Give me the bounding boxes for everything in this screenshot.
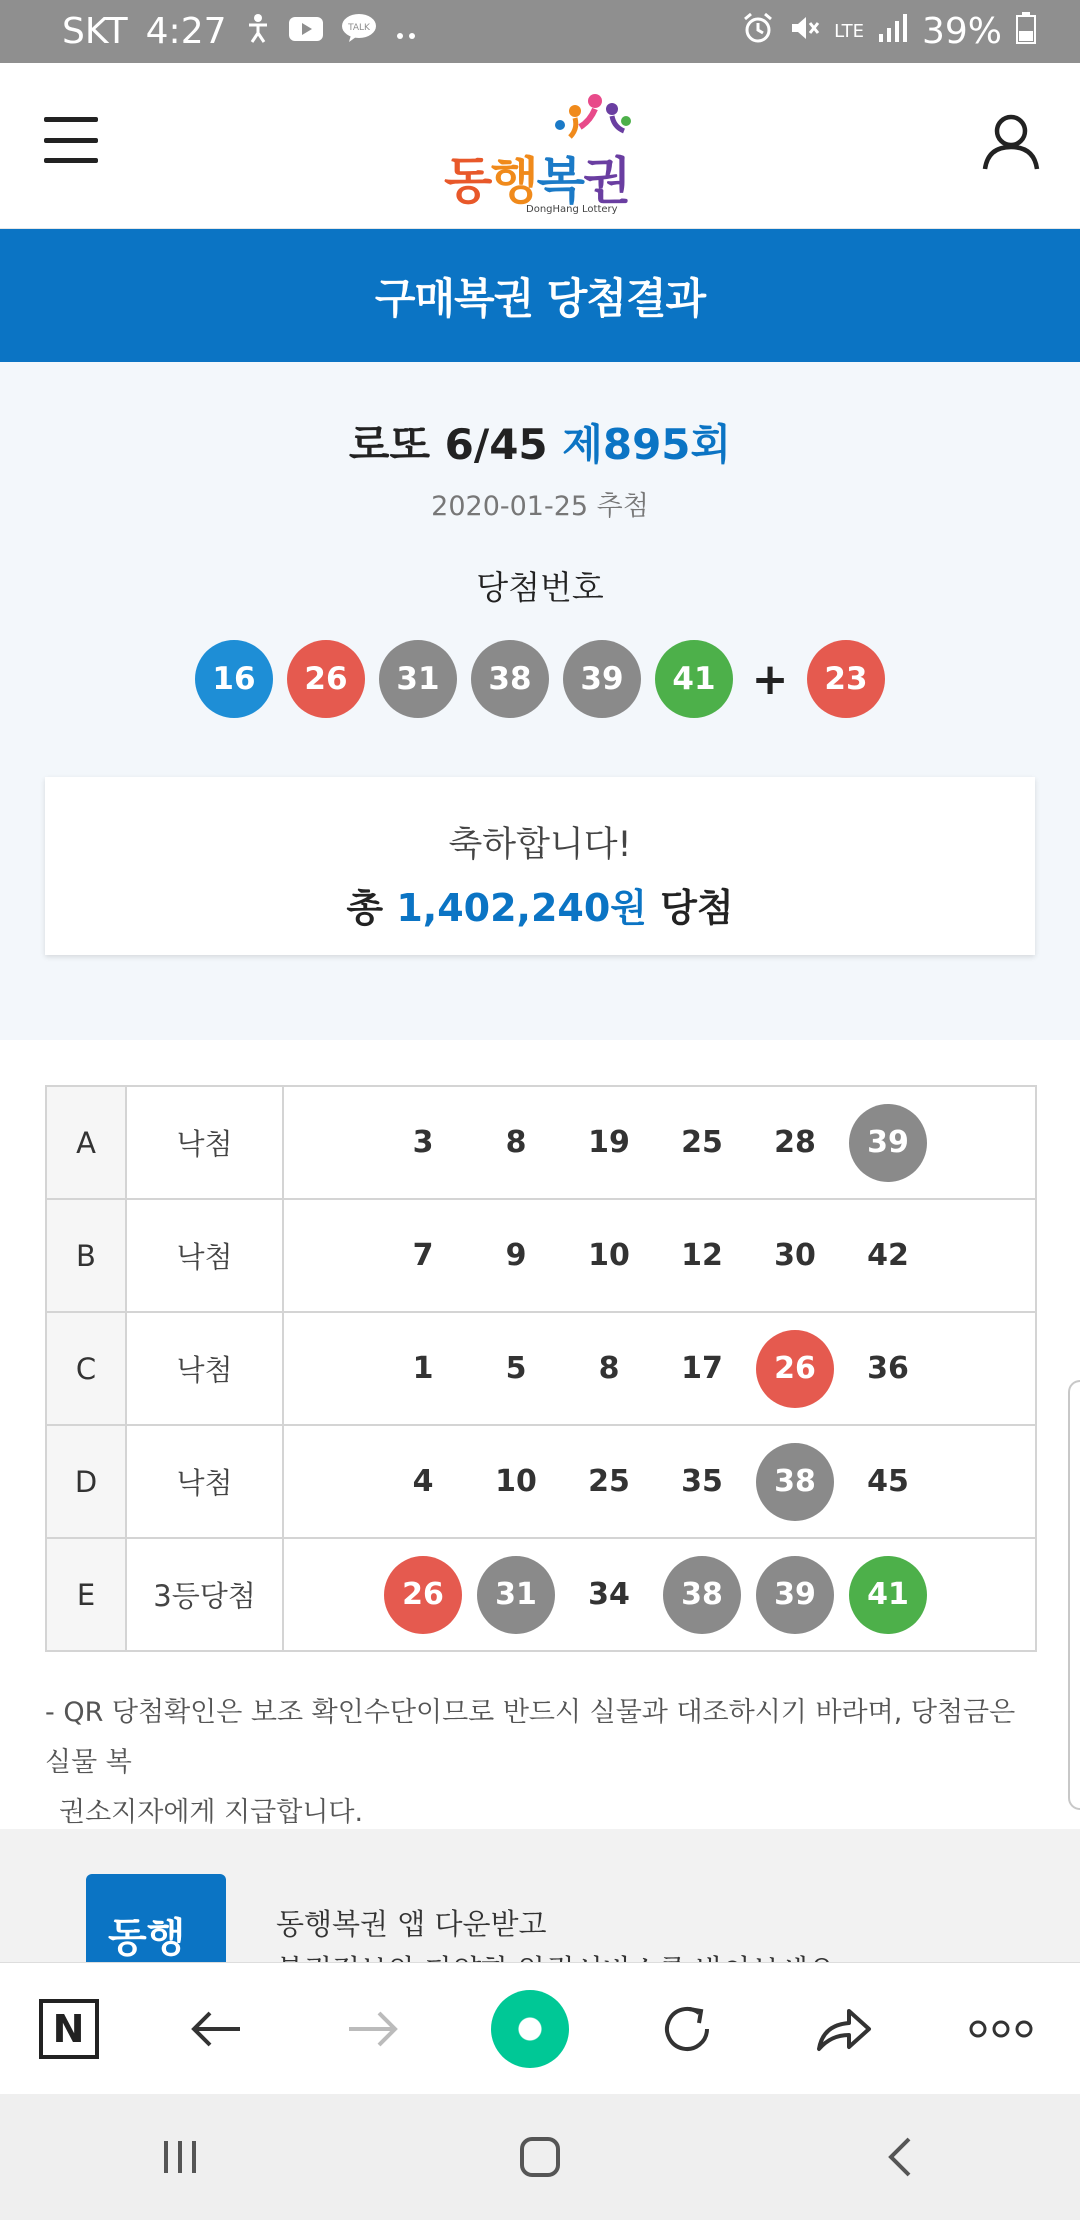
ticket-numbers-cell [283, 1312, 1036, 1425]
refresh-icon [659, 2001, 715, 2057]
plus-sign: + [751, 653, 789, 705]
green-dot-button[interactable] [490, 1989, 570, 2069]
ticket-number: 45 [867, 1464, 909, 1499]
winning-numbers [0, 640, 1080, 718]
refresh-button[interactable] [647, 1989, 727, 2069]
ticket-numbers-cell [283, 1538, 1036, 1651]
logo-wordmark: 동행복권 [444, 152, 630, 210]
battery-percent: 39% [921, 11, 1002, 52]
table-row [46, 1312, 1036, 1425]
ticket-number: 9 [505, 1238, 527, 1273]
matched-number-ball: 39 [849, 1104, 927, 1182]
more-dots-icon [395, 15, 419, 48]
ticket-status: 낙첨 [126, 1425, 283, 1538]
ticket-number: 4 [412, 1464, 434, 1499]
ticket-status: 낙첨 [126, 1312, 283, 1425]
naver-home-button[interactable]: N [39, 1999, 99, 2059]
ticket-number: 8 [598, 1351, 620, 1386]
prize-prefix: 총 [346, 886, 384, 930]
ticket-status: 낙첨 [126, 1086, 283, 1199]
game-name: 로또 6/45 [348, 420, 548, 469]
more-button[interactable] [961, 1989, 1041, 2069]
ticket-number: 3 [412, 1125, 434, 1160]
forward-arrow-icon [347, 2009, 399, 2049]
draw-round: 제895회 [562, 420, 732, 469]
ticket-numbers [384, 1217, 1035, 1295]
ticket-letter: D [46, 1425, 126, 1538]
hamburger-line [44, 158, 98, 163]
page-title: 구매복권 당첨결과 [374, 273, 706, 323]
status-bar [0, 0, 1080, 63]
green-dot-icon [491, 1990, 569, 2068]
winning-numbers-label: 당첨번호 [476, 568, 604, 607]
home-button[interactable] [500, 2117, 580, 2197]
winning-ball: 39 [563, 640, 641, 718]
ticket-number: 17 [681, 1351, 723, 1386]
ticket-number: 25 [588, 1464, 630, 1499]
site-header [0, 63, 1080, 229]
ticket-numbers [384, 1556, 1035, 1634]
prize-amount: 1,402,240원 [396, 886, 647, 930]
winning-ball: 31 [379, 640, 457, 718]
recents-icon [160, 2137, 200, 2177]
signal-icon [878, 14, 908, 49]
matched-number-ball: 41 [849, 1556, 927, 1634]
app-promo-banner[interactable] [0, 1829, 1080, 1962]
ticket-status: 3등당첨 [126, 1538, 283, 1651]
scroll-handle[interactable] [1068, 1380, 1080, 1810]
table-row [46, 1425, 1036, 1538]
kakaotalk-icon [341, 13, 377, 50]
ticket-numbers [384, 1330, 1035, 1408]
qr-notice [45, 1688, 1040, 1838]
ticket-number: 10 [588, 1238, 630, 1273]
table-row [46, 1086, 1036, 1199]
more-icon [968, 2019, 1034, 2039]
alarm-icon [742, 12, 774, 51]
back-arrow-icon [190, 2009, 242, 2049]
notice-line: - QR 당첨확인은 보조 확인수단이므로 반드시 실물과 대조하시기 바라며, 당첨금은 실물 복 [45, 1697, 1016, 1778]
ticket-numbers-cell [283, 1086, 1036, 1199]
share-button[interactable] [804, 1989, 884, 2069]
home-icon [518, 2135, 562, 2179]
user-icon[interactable] [980, 111, 1042, 173]
ticket-number: 12 [681, 1238, 723, 1273]
accessibility-icon [245, 13, 271, 50]
winning-ball: 41 [655, 640, 733, 718]
share-icon [815, 2005, 873, 2053]
carrier-label: SKT [62, 11, 128, 52]
ticket-numbers [384, 1443, 1035, 1521]
ticket-numbers-cell [283, 1425, 1036, 1538]
promo-logo-text: 동행 [108, 1915, 186, 1961]
table-row [46, 1199, 1036, 1312]
promo-line: 동행복권 앱 다운받고 [276, 1907, 547, 1941]
system-nav-bar [0, 2094, 1080, 2220]
prize-suffix: 당첨 [660, 886, 734, 930]
winning-ball: 38 [471, 640, 549, 718]
ticket-letter: A [46, 1086, 126, 1199]
youtube-icon [289, 15, 323, 48]
menu-button[interactable] [44, 117, 98, 163]
draw-summary [0, 362, 1080, 1040]
result-card [45, 777, 1035, 955]
recents-button[interactable] [140, 2117, 220, 2197]
winning-ball: 26 [287, 640, 365, 718]
ticket-number: 28 [774, 1125, 816, 1160]
ticket-number: 36 [867, 1351, 909, 1386]
matched-number-ball: 38 [663, 1556, 741, 1634]
svg-text:TALK: TALK [347, 23, 370, 33]
hamburger-line [44, 138, 98, 143]
browser-toolbar [0, 1962, 1080, 2094]
ticket-number: 8 [505, 1125, 527, 1160]
ticket-number: 10 [495, 1464, 537, 1499]
draw-title [0, 412, 1080, 472]
logo-subtitle: DongHang Lottery [526, 204, 618, 215]
matched-number-ball: 39 [756, 1556, 834, 1634]
ticket-number: 30 [774, 1238, 816, 1273]
ticket-number: 25 [681, 1125, 723, 1160]
donghang-logo[interactable] [440, 91, 640, 215]
winning-ball: 16 [195, 640, 273, 718]
hamburger-line [44, 117, 98, 122]
forward-button[interactable] [333, 1989, 413, 2069]
mute-icon [788, 12, 820, 51]
matched-number-ball: 26 [384, 1556, 462, 1634]
ticket-letter: E [46, 1538, 126, 1651]
ticket-number: 35 [681, 1464, 723, 1499]
notice-line: 권소지자에게 지급합니다. [59, 1797, 364, 1828]
matched-number-ball: 38 [756, 1443, 834, 1521]
ticket-number: 1 [412, 1351, 434, 1386]
ticket-numbers [384, 1104, 1035, 1182]
table-row [46, 1538, 1036, 1651]
congrats-message: 축하합니다! [448, 825, 632, 865]
battery-icon [1016, 12, 1036, 51]
ticket-number: 19 [588, 1125, 630, 1160]
prize-total [45, 877, 1035, 932]
back-nav-button[interactable] [860, 2117, 940, 2197]
ticket-number: 5 [505, 1351, 527, 1386]
matched-number-ball: 26 [756, 1330, 834, 1408]
ticket-status: 낙첨 [126, 1199, 283, 1312]
network-label: LTE [834, 21, 864, 42]
ticket-number: 42 [867, 1238, 909, 1273]
draw-date: 2020-01-25 추첨 [431, 491, 649, 522]
clock: 4:27 [145, 11, 227, 52]
chevron-left-icon [885, 2135, 915, 2179]
page-title-bar [0, 229, 1080, 362]
back-button[interactable] [176, 1989, 256, 2069]
bonus-ball: 23 [807, 640, 885, 718]
ticket-table [45, 1085, 1037, 1652]
ticket-number: 7 [412, 1238, 434, 1273]
matched-number-ball: 31 [477, 1556, 555, 1634]
ticket-number: 34 [588, 1577, 630, 1612]
ticket-letter: B [46, 1199, 126, 1312]
ticket-letter: C [46, 1312, 126, 1425]
ticket-numbers-cell [283, 1199, 1036, 1312]
